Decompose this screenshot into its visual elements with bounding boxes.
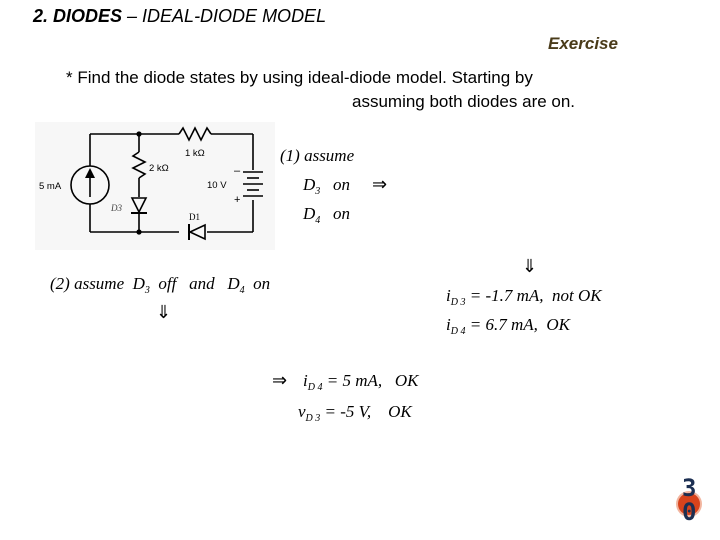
- page-number: [676, 476, 702, 524]
- step2-d3-sub: 3: [144, 285, 150, 296]
- result2-implies-arrow: ⇒: [272, 370, 288, 391]
- result1-i4-symbol: i: [446, 315, 451, 334]
- step2-d4-name: D: [227, 274, 240, 293]
- result1-i3-line: [446, 286, 602, 308]
- step1-d4-line: [303, 204, 350, 226]
- result1-i4-sub: D 4: [450, 326, 466, 337]
- exercise-label: Exercise: [548, 34, 618, 53]
- prompt-line-1: * Find the diode states by using ideal-diode model. Starting by: [66, 68, 533, 87]
- step1-d3-sub: 3: [315, 186, 321, 197]
- result1-i3-symbol: i: [446, 286, 451, 305]
- page-number-text: 30: [682, 474, 697, 526]
- slide-title: [33, 6, 326, 27]
- result1-down-arrow: ⇓: [522, 256, 538, 277]
- source-label: 5 mA: [39, 181, 62, 192]
- step1-d3-state: on: [333, 175, 351, 194]
- result2-v-sub: D 3: [305, 413, 321, 424]
- result2-i-value: = 5 mA,: [326, 371, 383, 390]
- step2-line: [50, 274, 270, 296]
- step1-d3-name: D: [303, 175, 316, 194]
- result2-v-symbol: v: [298, 402, 306, 421]
- vsrc-minus: –: [234, 165, 241, 177]
- step2-and: and: [189, 274, 215, 293]
- result2-i-sub: D 4: [307, 382, 323, 393]
- step1-d4-state: on: [333, 204, 351, 223]
- result2-v-line: [298, 402, 412, 424]
- step2-prefix: (2) assume: [50, 274, 125, 293]
- step1-d4-name: D: [303, 204, 316, 223]
- step2-down-arrow: ⇓: [156, 302, 172, 323]
- step2-d4-state: on: [253, 274, 271, 293]
- title-bold: 2. DIODES: [33, 6, 123, 26]
- result2-i-line: [303, 371, 418, 393]
- step1-d4-sub: 4: [315, 215, 321, 226]
- vsrc-plus: +: [234, 194, 241, 206]
- result1-i3-note: not OK: [552, 286, 602, 305]
- result1-i4-note: OK: [546, 315, 570, 334]
- result2-v-note: OK: [388, 402, 412, 421]
- result2-i-note: OK: [394, 371, 419, 390]
- title-rest: – IDEAL-DIODE MODEL: [122, 6, 327, 26]
- result1-i3-sub: D 3: [450, 297, 466, 308]
- result2-i-symbol: i: [303, 371, 308, 390]
- node-bottom: [136, 229, 141, 234]
- r1-label: 1 kΩ: [185, 148, 205, 159]
- vsrc-label: 10 V: [207, 180, 227, 191]
- d1-label: D1: [189, 212, 200, 222]
- r2-label: 2 kΩ: [149, 163, 169, 174]
- node-top: [136, 131, 141, 136]
- step2-d4-sub: 4: [239, 285, 245, 296]
- step2-d3-state: off: [158, 274, 177, 293]
- prompt-line-2: assuming both diodes are on.: [352, 92, 576, 111]
- result1-i3-value: = -1.7 mA,: [469, 286, 544, 305]
- step1-title: (1) assume: [280, 146, 355, 165]
- result1-i4-line: [446, 315, 570, 337]
- step1-d3-line: [303, 175, 350, 197]
- step1-implies-arrow: ⇒: [372, 174, 388, 195]
- d3-label: D3: [111, 203, 122, 213]
- step2-d3-name: D: [132, 274, 145, 293]
- circuit-diagram: [35, 122, 275, 250]
- result2-v-value: = -5 V,: [324, 402, 372, 421]
- result1-i4-value: = 6.7 mA,: [469, 315, 538, 334]
